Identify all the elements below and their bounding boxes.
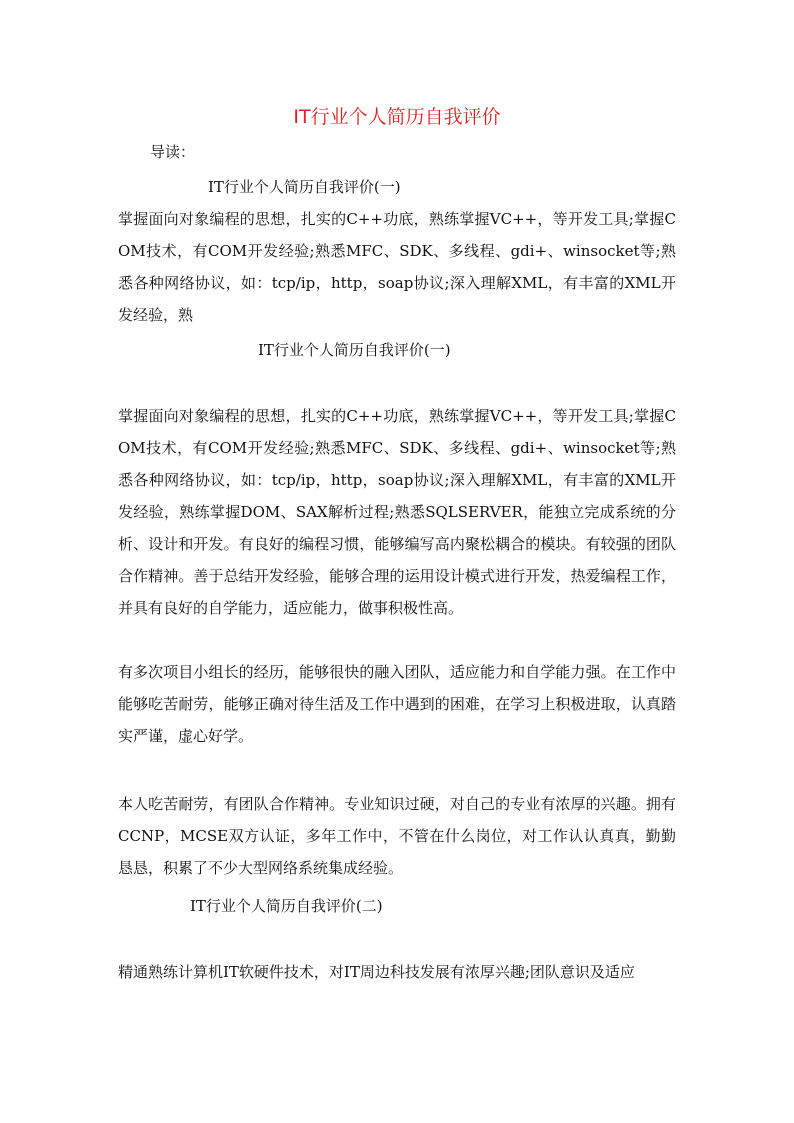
paragraph-1: 掌握面向对象编程的思想，扎实的C++功底，熟练掌握VC++，等开发工具;掌握COM技术，有COM开发经验;熟悉MFC、SDK、多线程、gdi+、winsocket等;熟悉各种网络协议，如：tcp/ip，http，soap协议;深入理解XML，有丰富的XML开发经验，熟练掌握DOM、SAX解析过程;熟悉SQLSERVER，能独立完成系统的分析、设计和开发。有良好的编程习惯，能够编写高内聚松耦合的模块。有较强的团队合作精神。善于总结开发经验，能够合理的运用设计模式进行开发，热爱编程工作，并具有良好的自学能力，适应能力，做事积极性高。 <box>118 407 676 617</box>
document-title: IT行业个人简历自我评价 <box>293 106 501 128</box>
section-heading-1a: IT行业个人简历自我评价(一) <box>208 178 401 196</box>
section-heading-1b: IT行业个人简历自我评价(一) <box>258 341 451 359</box>
intro-label: 导读： <box>150 143 196 161</box>
paragraph-4: 精通熟练计算机IT软硬件技术，对IT周边科技发展有浓厚兴趣;团队意识及适应 <box>118 963 635 981</box>
paragraph-2: 有多次项目小组长的经历，能够很快的融入团队，适应能力和自学能力强。在工作中能够吃苦耐劳，能够正确对待生活及工作中遇到的困难，在学习上积极进取，认真踏实严谨，虚心好学。 <box>118 663 676 745</box>
paragraph-3: 本人吃苦耐劳，有团队合作精神。专业知识过硬，对自己的专业有浓厚的兴趣。拥有CCNP，MCSE双方认证，多年工作中，不管在什么岗位，对工作认认真真，勤勤恳恳，积累了不少大型网络系统集成经验。 <box>118 795 676 877</box>
section-heading-2: IT行业个人简历自我评价(二) <box>190 897 383 915</box>
summary-paragraph: 掌握面向对象编程的思想，扎实的C++功底，熟练掌握VC++，等开发工具;掌握COM技术，有COM开发经验;熟悉MFC、SDK、多线程、gdi+、winsocket等;熟悉各种网络协议，如：tcp/ip，http，soap协议;深入理解XML，有丰富的XML开发经验，熟 <box>118 210 676 324</box>
